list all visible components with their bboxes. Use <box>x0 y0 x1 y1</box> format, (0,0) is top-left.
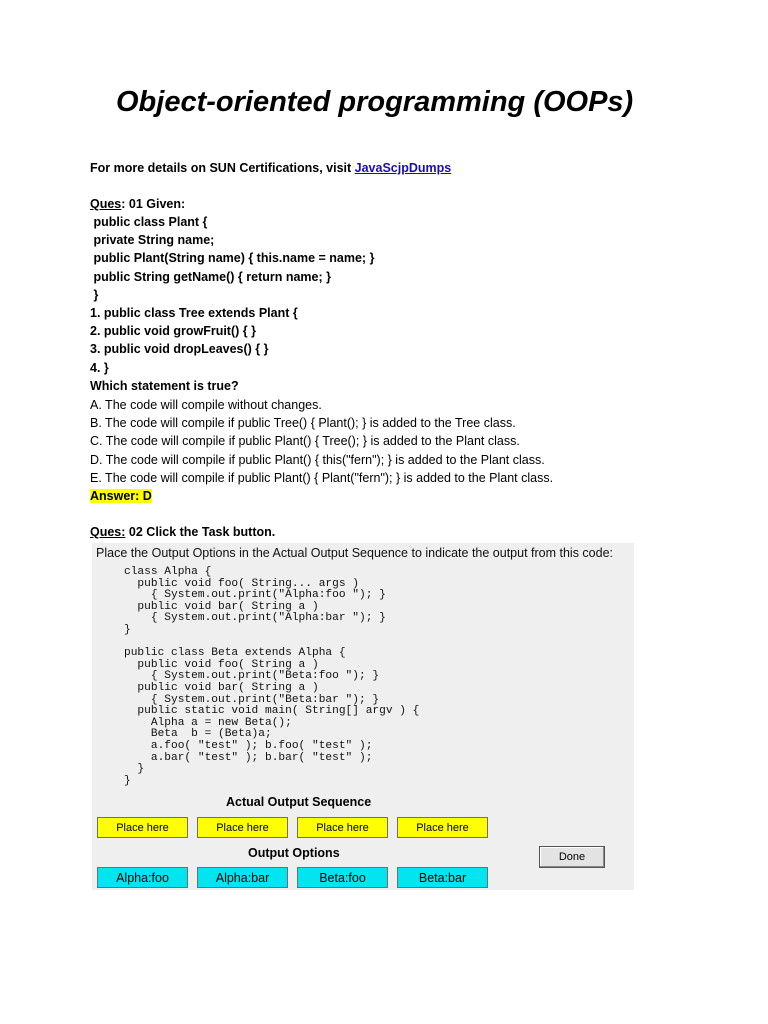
q1-code-line: public class Plant { <box>90 215 208 229</box>
q1-code-line: public String getName() { return name; } <box>90 270 332 284</box>
q2-header <box>90 524 275 540</box>
q1-header-rest: : 01 Given: <box>121 197 186 211</box>
q1-code-line: } <box>90 288 99 302</box>
option-beta-foo[interactable]: Beta:foo <box>297 867 388 888</box>
q1-code-line: private String name; <box>90 233 215 247</box>
q1-code-line: 3. public void dropLeaves() { } <box>90 342 269 356</box>
option-alpha-foo[interactable]: Alpha:foo <box>97 867 188 888</box>
place-here-slot-1[interactable]: Place here <box>97 817 188 838</box>
intro-text: For more details on SUN Certifications, visit <box>90 161 355 175</box>
q1-option-d: D. The code will compile if public Plant() { this("fern"); } is added to the Plant class. <box>90 453 545 467</box>
q2-header-rest: 02 Click the Task button. <box>125 525 276 539</box>
q1-code-line: 2. public void growFruit() { } <box>90 324 256 338</box>
q1-answer-line <box>90 488 152 504</box>
intro-line <box>90 160 451 176</box>
option-alpha-bar[interactable]: Alpha:bar <box>197 867 288 888</box>
q1-option-c: C. The code will compile if public Plant() { Tree(); } is added to the Plant class. <box>90 434 520 448</box>
q1-code-line: public Plant(String name) { this.name = name; } <box>90 251 375 265</box>
q1-question: Which statement is true? <box>90 379 239 393</box>
javascjpdumps-link[interactable]: JavaScjpDumps <box>354 161 452 175</box>
panel-caption: Place the Output Options in the Actual Output Sequence to indicate the output from this code: <box>96 546 613 560</box>
done-button[interactable]: Done <box>539 846 605 868</box>
q1-answer: Answer: D <box>90 489 152 503</box>
place-here-slot-3[interactable]: Place here <box>297 817 388 838</box>
java-code-block: class Alpha { public void foo( String... args ) { System.out.print("Alpha:foo "); } public void bar( String a ) { System.out.print("Alpha:bar "); } } public class Beta extends Alpha { public void foo( String a ) { System.out.print("Beta:foo "); } public void bar( String a ) { System.out.print("Beta:bar "); } public static void main( String[] argv ) { Alpha a = new Beta(); Beta b = (Beta)a; a.foo( "test" ); b.foo( "test" ); a.bar( "test" ); b.bar( "test" ); } } <box>124 566 420 787</box>
task-screenshot-panel <box>92 543 634 890</box>
q2-label: Ques: <box>90 525 126 539</box>
actual-output-sequence-label: Actual Output Sequence <box>226 795 372 809</box>
q1-label: Ques <box>90 197 122 211</box>
q1-code-line: 1. public class Tree extends Plant { <box>90 306 298 320</box>
q1-option-e: E. The code will compile if public Plant() { Plant("fern"); } is added to the Plant class. <box>90 471 554 485</box>
output-options-label: Output Options <box>248 846 340 860</box>
q1-code-line: 4. } <box>90 361 109 375</box>
page-title: Object-oriented programming (OOPs) <box>116 86 634 118</box>
q1-option-a: A. The code will compile without changes. <box>90 398 322 412</box>
option-beta-bar[interactable]: Beta:bar <box>397 867 488 888</box>
place-here-slot-2[interactable]: Place here <box>197 817 288 838</box>
q1-header <box>90 196 185 212</box>
q1-option-b: B. The code will compile if public Tree() { Plant(); } is added to the Tree class. <box>90 416 516 430</box>
place-here-slot-4[interactable]: Place here <box>397 817 488 838</box>
